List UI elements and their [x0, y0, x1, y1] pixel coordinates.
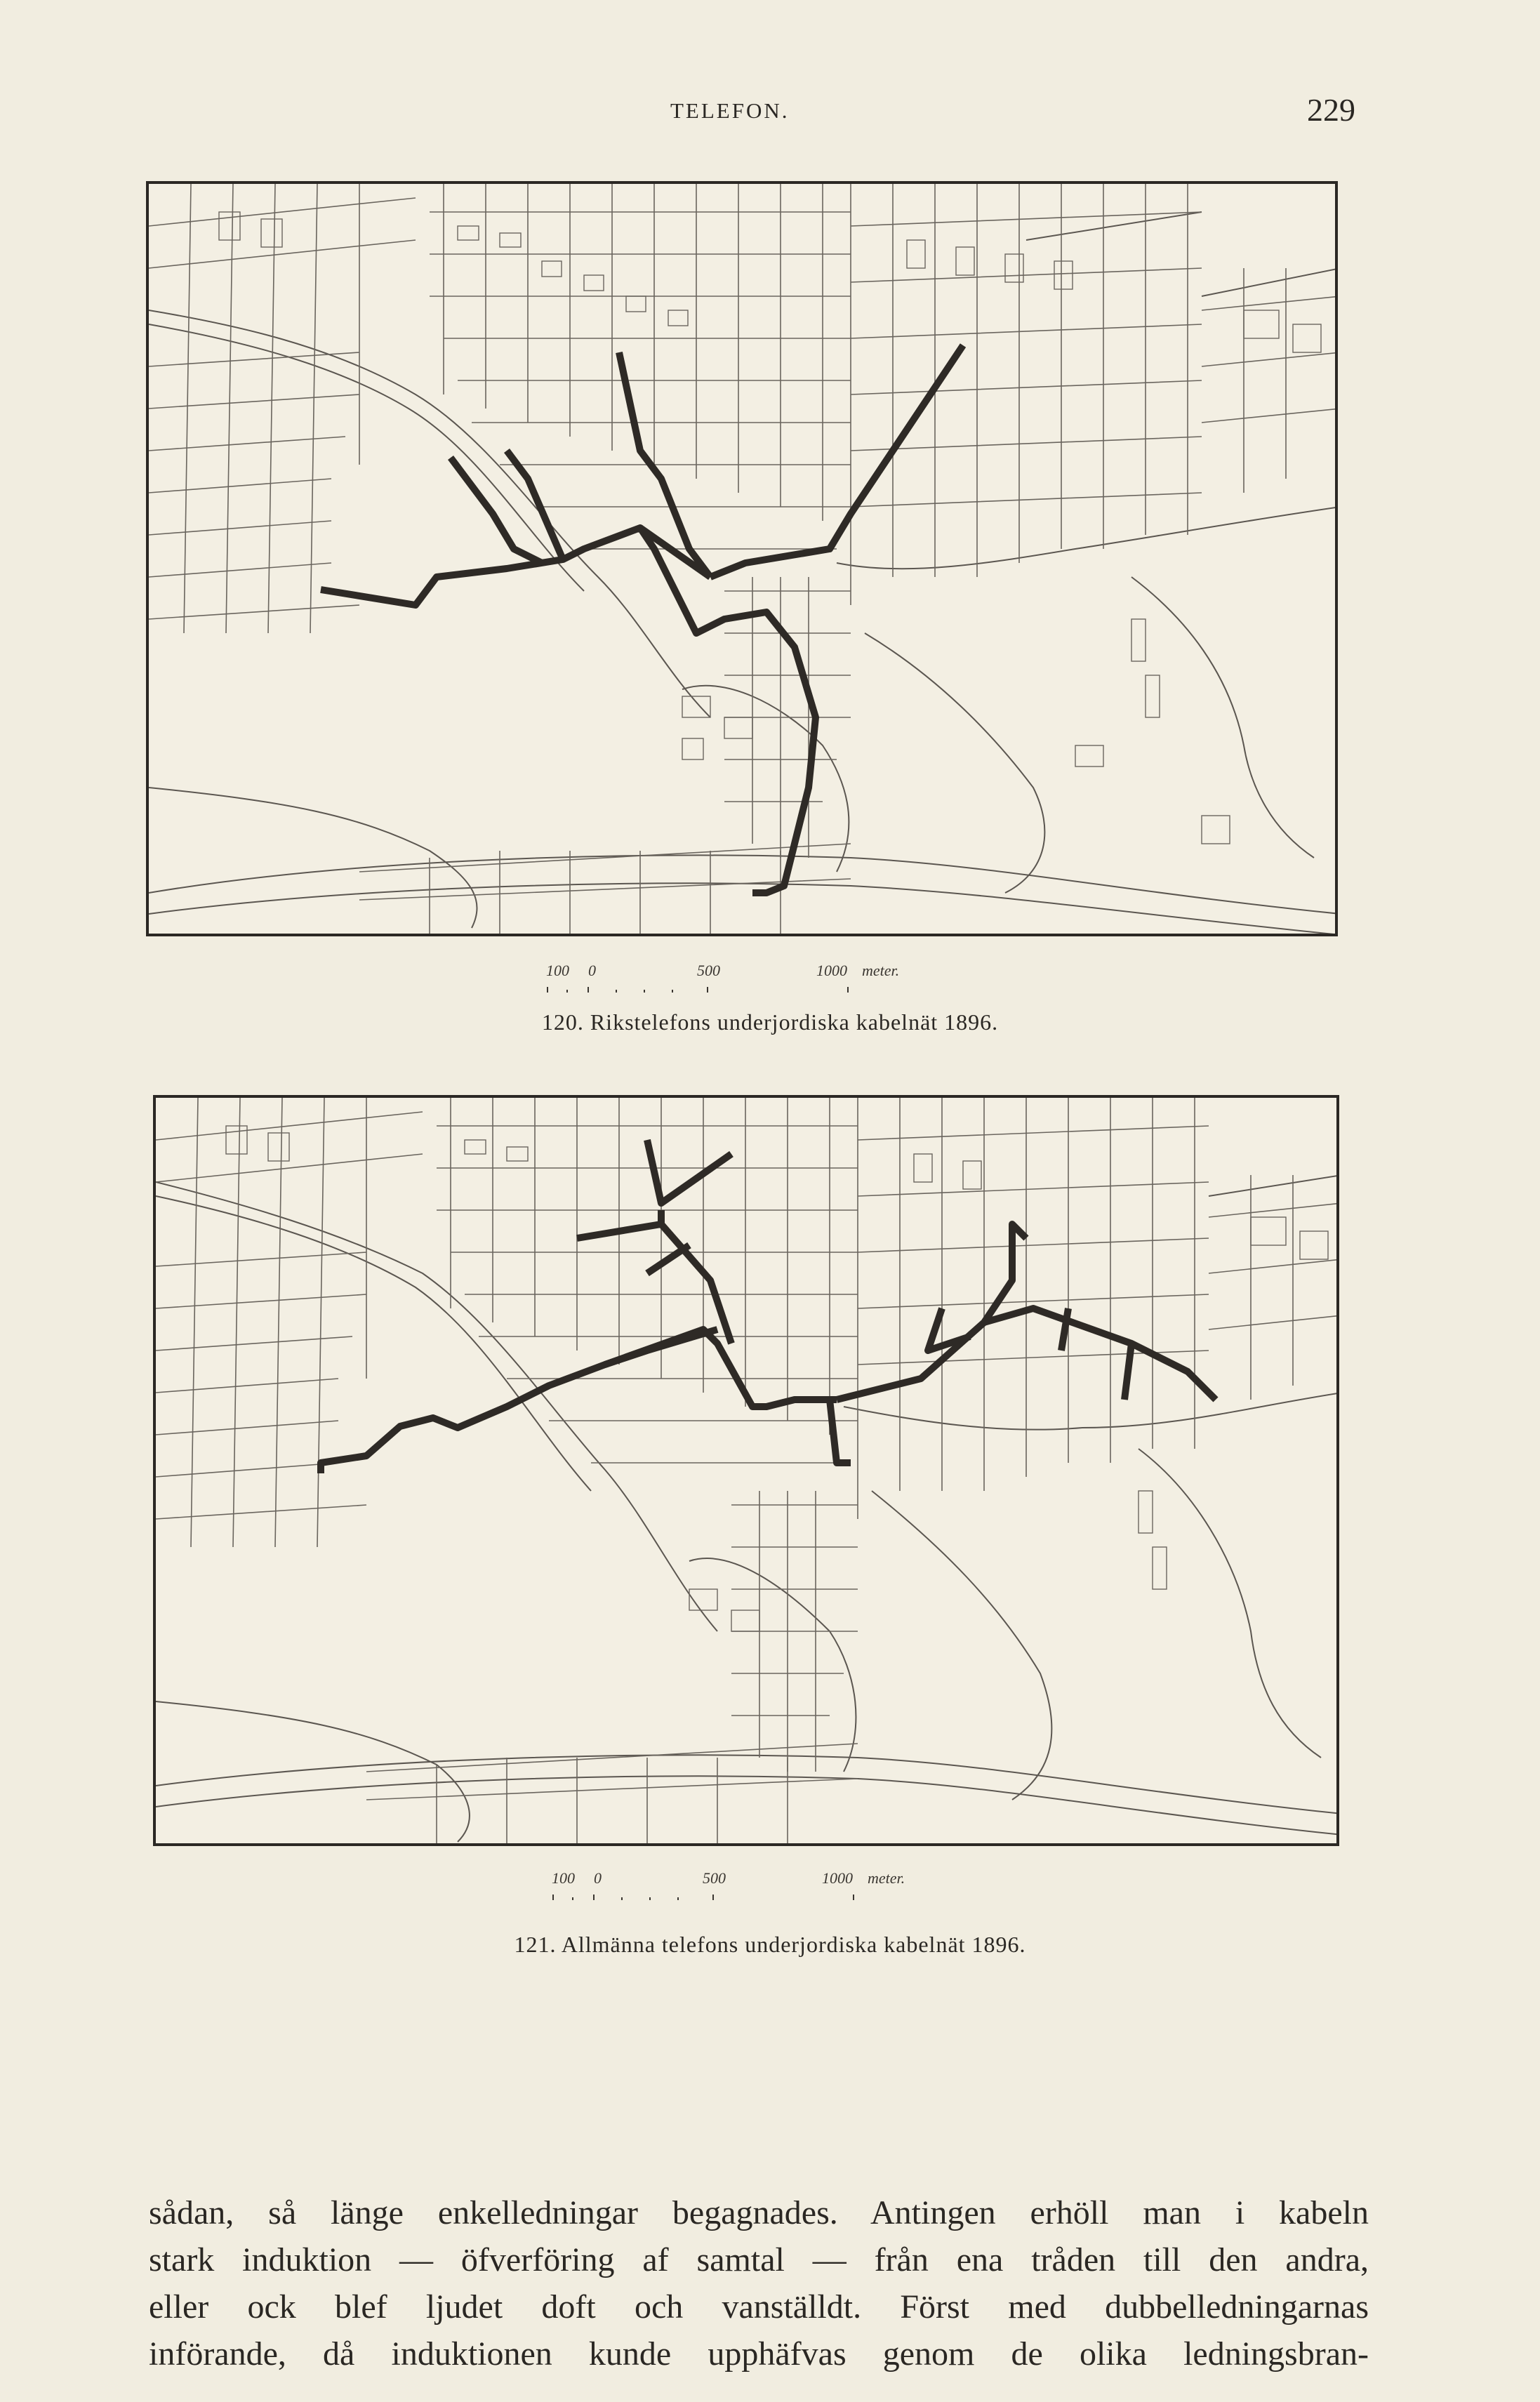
scale-bar-graphic: [552, 1893, 861, 1900]
body-text-line-1: sådan, så länge enkelledningar begagnades. Antingen erhöll man i kabeln: [149, 2194, 1369, 2231]
running-head: TELEFON.: [670, 98, 790, 123]
scale-tick-100: 100: [552, 1869, 575, 1887]
scale-tick-1000: 1000: [816, 962, 847, 979]
scale-unit: meter.: [868, 1869, 905, 1887]
scale-tick-500: 500: [697, 962, 720, 979]
map-figure-120: [146, 181, 1338, 936]
body-text-line-3: eller ock blef ljudet doft och vanställdt. Först med dubbelledningarnas: [149, 2288, 1369, 2325]
scale-bar-120: [546, 962, 995, 1004]
city-map-120: [149, 184, 1338, 936]
scale-tick-0: 0: [594, 1869, 602, 1887]
scale-unit: meter.: [862, 962, 900, 979]
scale-tick-500: 500: [703, 1869, 726, 1887]
map-figure-121: [153, 1095, 1339, 1846]
scale-tick-1000: 1000: [822, 1869, 853, 1887]
scale-tick-100: 100: [546, 962, 569, 979]
figure-caption-121: 121. Allmänna telefons underjordiska kabelnät 1896.: [514, 1932, 1026, 1957]
body-text-line-4: införande, då induktionen kunde upphäfvas genom de olika ledningsbran-: [149, 2335, 1369, 2373]
city-map-121: [156, 1098, 1339, 1846]
scale-bar-graphic: [546, 986, 855, 993]
scale-tick-0: 0: [588, 962, 596, 979]
body-text-line-2: stark induktion — öfverföring af samtal — från ena tråden till den andra,: [149, 2241, 1369, 2278]
page-number: 229: [1307, 92, 1355, 128]
scale-bar-121: [552, 1869, 1001, 1911]
figure-caption-120: 120. Rikstelefons underjordiska kabelnät 1896.: [541, 1009, 999, 1035]
